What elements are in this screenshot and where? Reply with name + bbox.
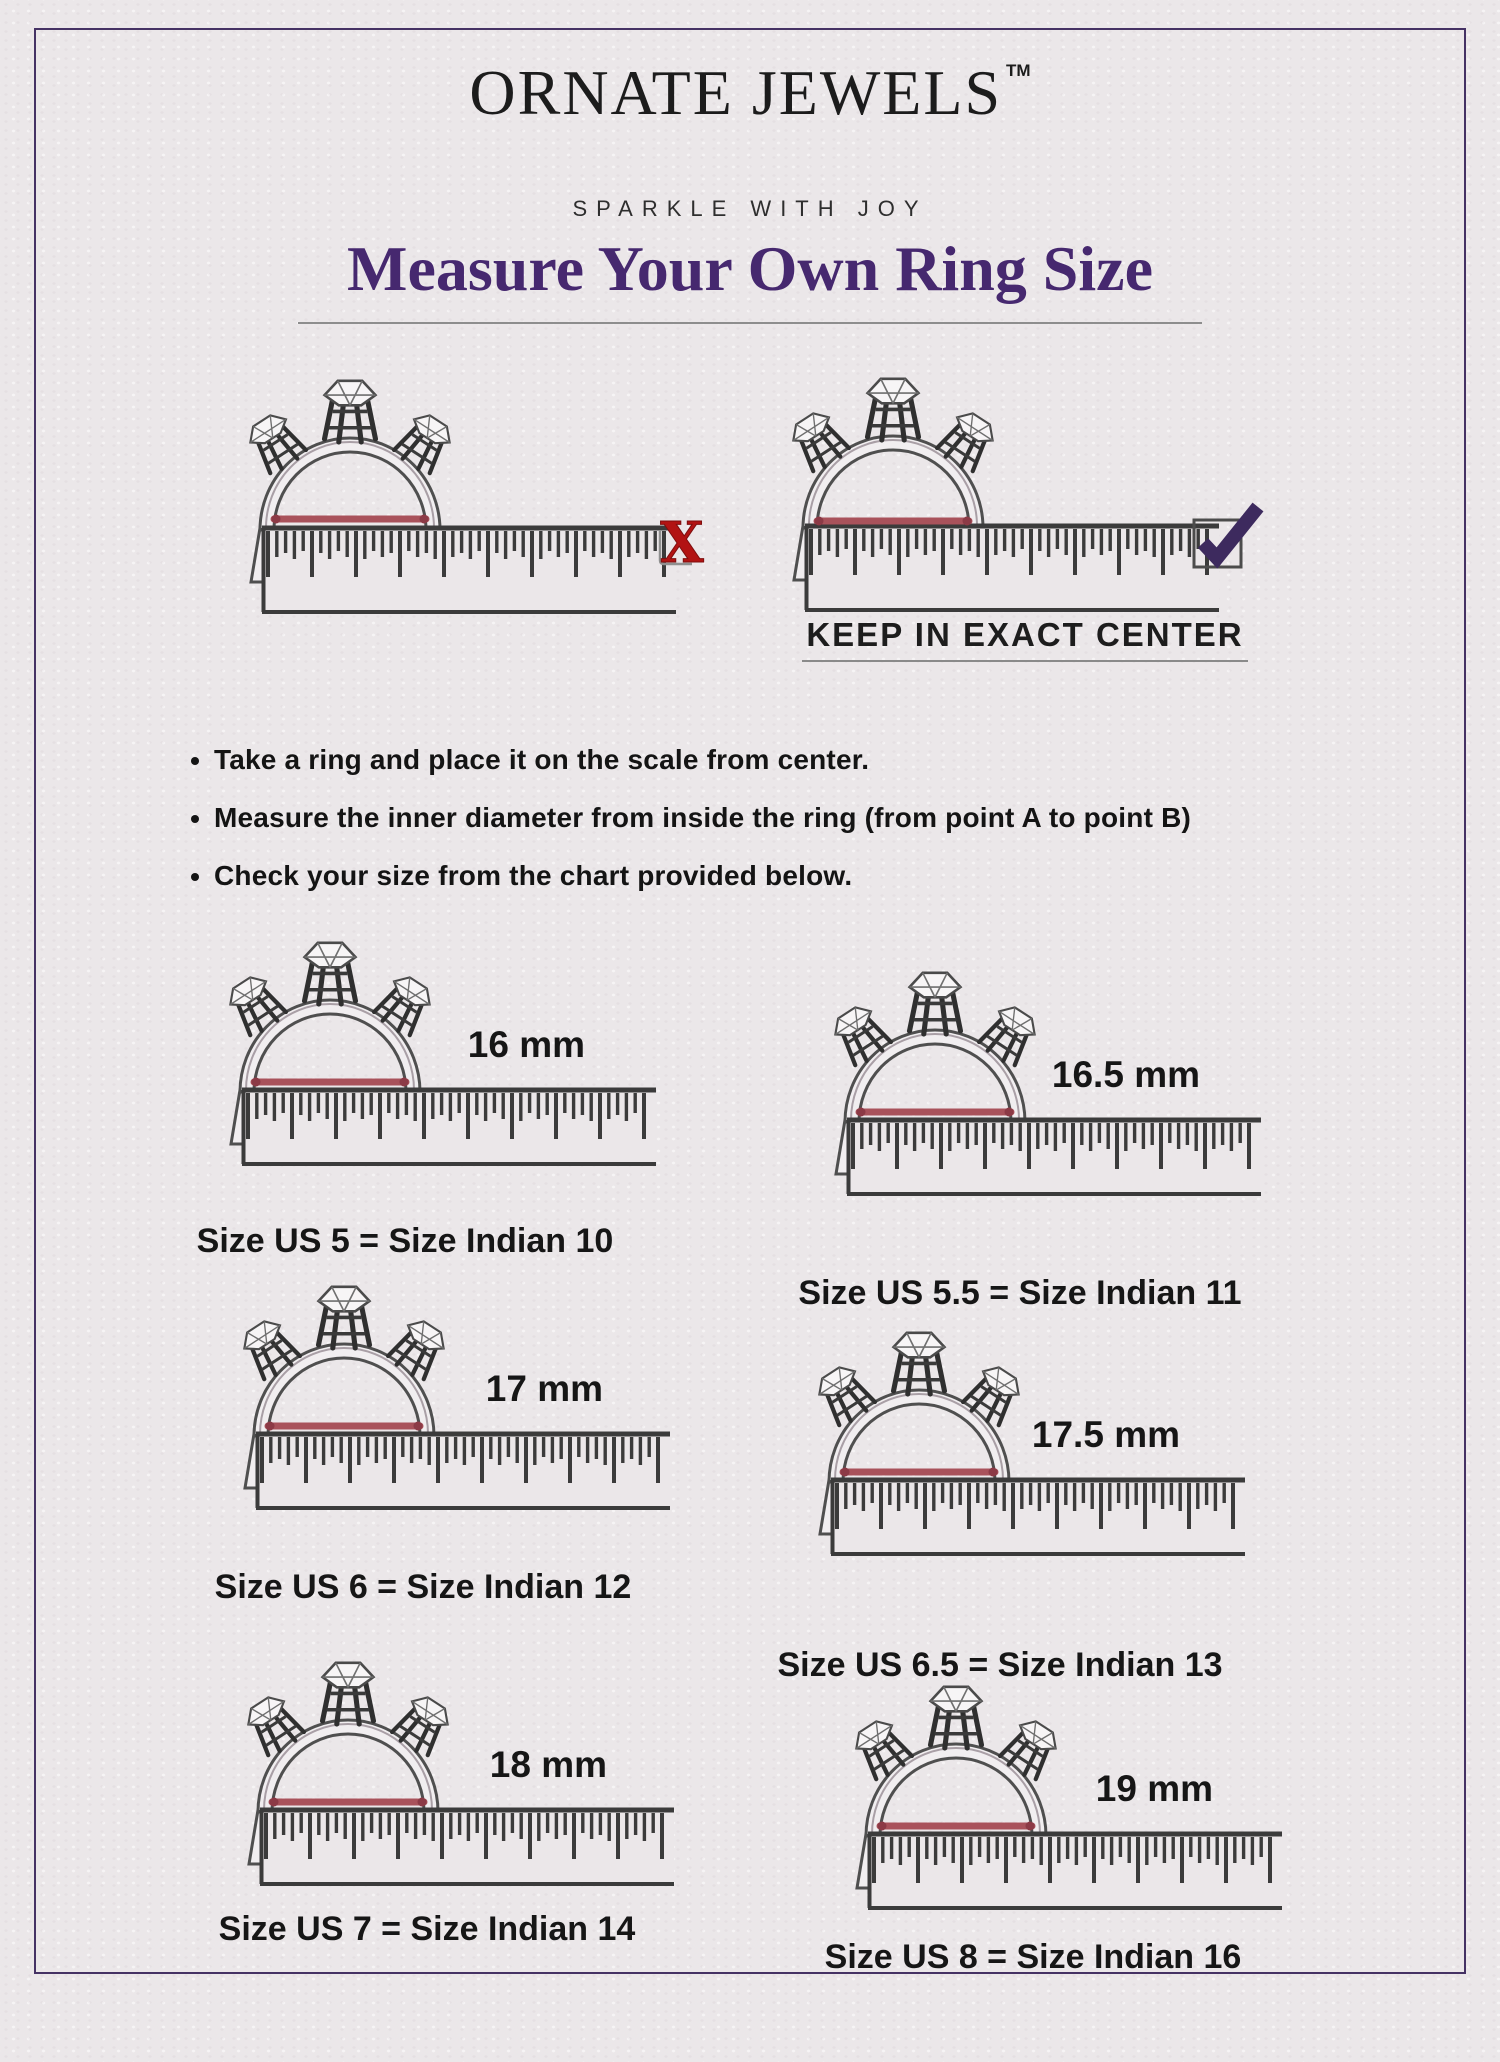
svg-text:X: X xyxy=(660,510,704,572)
correct-check-icon xyxy=(1188,498,1272,572)
diameter-line xyxy=(841,1468,998,1477)
keep-in-exact-center-label: KEEP IN EXACT CENTER xyxy=(795,616,1255,662)
instruction-item: • Check your size from the chart provided below. xyxy=(214,860,1191,892)
size-panel xyxy=(170,918,640,1318)
size-caption: Size US 5 = Size Indian 10 xyxy=(196,1222,614,1260)
diameter-line xyxy=(878,1822,1035,1831)
diameter-line xyxy=(270,1798,427,1807)
size-caption: Size US 6.5 = Size Indian 13 xyxy=(777,1646,1223,1684)
brand-name: ORNATE JEWELS xyxy=(469,57,1003,128)
ruler-illustration xyxy=(868,1834,1282,1908)
size-caption: Size US 8 = Size Indian 16 xyxy=(824,1938,1242,1976)
mm-label: 19 mm xyxy=(1095,1768,1213,1809)
diameter-line xyxy=(266,1422,423,1431)
instructions-list xyxy=(170,744,1191,918)
title-divider xyxy=(298,322,1202,324)
ruler-illustration xyxy=(262,528,676,612)
brand-tagline: SPARKLE WITH JOY xyxy=(572,196,928,221)
diameter-line xyxy=(252,1078,409,1087)
size-panel xyxy=(765,1308,1235,1708)
wrong-placement-illustration xyxy=(252,358,682,620)
mm-label: 17.5 mm xyxy=(1031,1414,1180,1455)
ruler-illustration xyxy=(242,1090,656,1164)
mm-label: 16 mm xyxy=(467,1024,585,1065)
size-caption: Size US 5.5 = Size Indian 11 xyxy=(798,1274,1242,1312)
ring-ruler-illustration xyxy=(858,1662,1288,1914)
ring-ruler-illustration xyxy=(246,1262,676,1514)
size-caption: Size US 7 = Size Indian 14 xyxy=(218,1910,636,1948)
diameter-line xyxy=(857,1108,1014,1117)
brand-logo xyxy=(0,56,1500,130)
ring-ruler-illustration xyxy=(232,918,662,1170)
mm-label: 17 mm xyxy=(485,1368,603,1409)
ruler-illustration xyxy=(260,1810,674,1884)
size-panel xyxy=(188,1262,658,1662)
instruction-item: • Take a ring and place it on the scale from center. xyxy=(214,744,1191,776)
ruler-illustration xyxy=(831,1480,1245,1554)
page-title: Measure Your Own Ring Size xyxy=(347,233,1153,304)
size-panel xyxy=(192,1638,662,2038)
size-panel xyxy=(785,948,1255,1348)
wrong-x-icon xyxy=(648,510,714,572)
trademark-symbol: TM xyxy=(1006,61,1031,80)
instruction-item: • Measure the inner diameter from inside the ring (from point A to point B) xyxy=(214,802,1191,834)
mm-label: 18 mm xyxy=(489,1744,607,1785)
diameter-line xyxy=(815,517,972,526)
size-caption: Size US 6 = Size Indian 12 xyxy=(214,1568,632,1606)
ruler-illustration xyxy=(805,526,1219,610)
mm-label: 16.5 mm xyxy=(1051,1054,1200,1095)
ruler-illustration xyxy=(256,1434,670,1508)
size-panel xyxy=(798,1662,1268,2062)
ring-ruler-illustration xyxy=(250,1638,680,1890)
ruler-illustration xyxy=(847,1120,1261,1194)
correct-placement-illustration xyxy=(795,356,1225,618)
diameter-line xyxy=(272,515,429,524)
